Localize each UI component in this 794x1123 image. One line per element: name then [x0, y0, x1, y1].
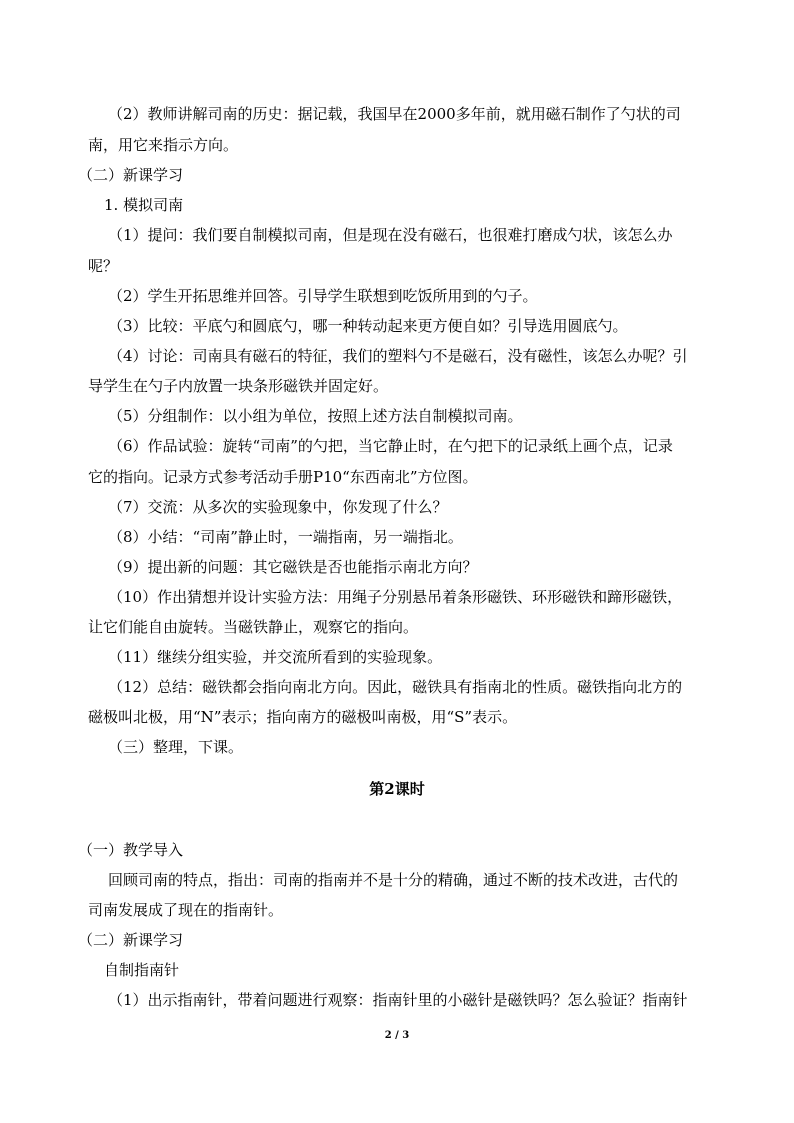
paragraph-line: （9）提出新的问题：其它磁铁是否也能指示南北方向？ — [108, 558, 478, 576]
paragraph-line: （2）教师讲解司南的历史：据记载，我国早在2000多年前，就用磁石制作了勺状的司 — [108, 105, 681, 123]
page-number: 2 / 3 — [384, 1030, 410, 1041]
paragraph-line: （10）作出猜想并设计实验方法：用绳子分别悬吊着条形磁铁、环形磁铁和蹄形磁铁， — [108, 588, 683, 606]
paragraph-line: （11）继续分组实验，并交流所看到的实验现象。 — [108, 648, 443, 666]
paragraph-line: 司南发展成了现在的指南针。 — [88, 901, 284, 919]
lesson-heading: 第2课时 — [369, 780, 425, 798]
subsection-heading: 自制指南针 — [104, 961, 180, 979]
section-heading: （一）教学导入 — [78, 841, 184, 859]
paragraph-line: 磁极叫北极，用“N”表示；指向南方的磁极叫南极，用“S”表示。 — [88, 708, 518, 726]
paragraph-line: 南，用它来指示方向。 — [88, 136, 239, 154]
section-heading: （三）整理，下课。 — [108, 738, 244, 756]
paragraph-line: （12）总结：磁铁都会指向南北方向。因此，磁铁具有指南北的性质。磁铁指向北方的 — [108, 678, 683, 696]
paragraph-line: 它的指向。记录方式参考活动手册P10“东西南北”方位图。 — [88, 468, 478, 486]
paragraph-line: 回顾司南的特点，指出：司南的指南并不是十分的精确，通过不断的技术改进，古代的 — [108, 871, 679, 889]
paragraph-line: （5）分组制作：以小组为单位，按照上述方法自制模拟司南。 — [108, 407, 523, 425]
paragraph-line: 呢？ — [88, 257, 119, 275]
subsection-heading: 1. 模拟司南 — [104, 196, 184, 214]
paragraph-line: （3）比较：平底勺和圆底勺，哪一种转动起来更方便自如？引导选用圆底勺。 — [108, 317, 628, 335]
paragraph-line: （7）交流：从多次的实验现象中，你发现了什么？ — [108, 498, 448, 516]
paragraph-line: （6）作品试验：旋转“司南”的勺把，当它静止时，在勺把下的记录纸上画个点，记录 — [108, 437, 673, 455]
paragraph-line: （1）出示指南针，带着问题进行观察：指南针里的小磁针是磁铁吗？怎么验证？指南针 — [108, 991, 688, 1009]
paragraph-line: （8）小结：“司南”静止时，一端指南，另一端指北。 — [108, 528, 463, 546]
paragraph-line: 导学生在勺子内放置一块条形磁铁并固定好。 — [88, 377, 389, 395]
paragraph-line: 让它们能自由旋转。当磁铁静止，观察它的指向。 — [88, 618, 419, 636]
paragraph-line: （2）学生开拓思维并回答。引导学生联想到吃饭所用到的勺子。 — [108, 287, 538, 305]
section-heading: （二）新课学习 — [78, 931, 184, 949]
paragraph-line: （1）提问：我们要自制模拟司南，但是现在没有磁石，也很难打磨成勺状，该怎么办 — [108, 226, 673, 244]
section-heading: （二）新课学习 — [78, 166, 184, 184]
paragraph-line: （4）讨论：司南具有磁石的特征，我们的塑料勺不是磁石，没有磁性，该怎么办呢？引 — [108, 347, 688, 365]
